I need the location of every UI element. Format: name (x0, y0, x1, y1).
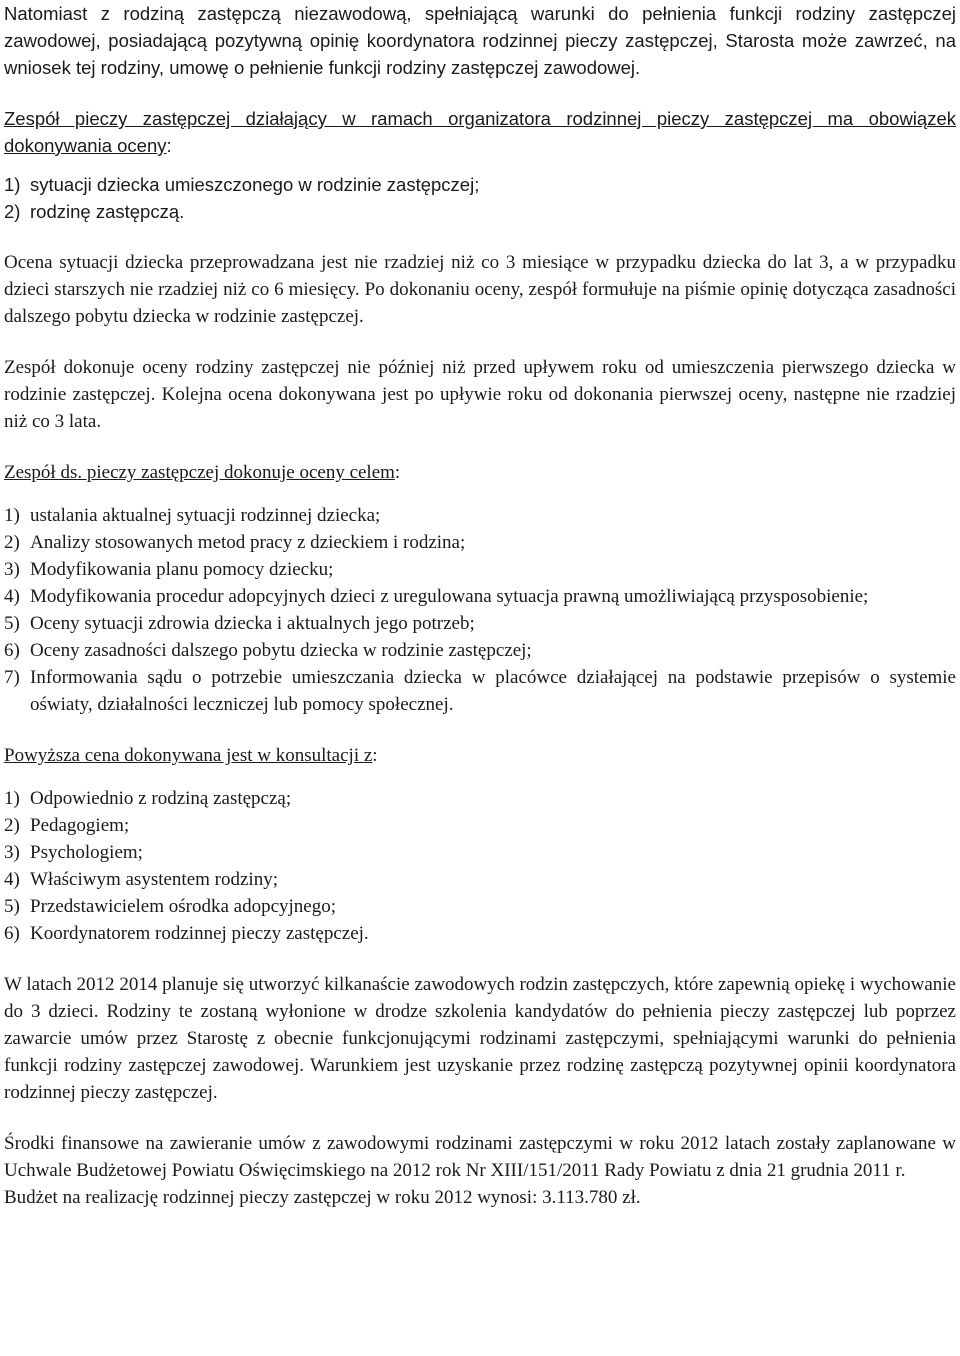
list-item-number: 1) (4, 174, 21, 195)
list-item (4, 171, 956, 198)
list-item-text: Właściwym asystentem rodziny; (30, 869, 278, 890)
list-consultants (4, 785, 956, 947)
team-duty-colon: : (166, 135, 172, 156)
list-item (4, 637, 956, 664)
list-item-text: Modyfikowania procedur adopcyjnych dzieci z uregulowana sytuacja prawną umożliwiającą przysposobienie; (30, 586, 869, 607)
list-item (4, 583, 956, 610)
consultation-colon: : (372, 745, 378, 766)
list-item-text: Oceny sytuacji zdrowia dziecka i aktualnych jego potrzeb; (30, 613, 475, 634)
paragraph-budget: Budżet na realizację rodzinnej pieczy zastępczej w roku 2012 wynosi: 3.113.780 zł. (4, 1187, 641, 1208)
list-item-number: 1) (4, 788, 20, 809)
list-item-text: sytuacji dziecka umieszczonego w rodzinie zastępczej; (30, 174, 480, 195)
list-item-number: 5) (4, 896, 20, 917)
paragraph-team-duty (4, 105, 956, 159)
list-item-number: 6) (4, 923, 20, 944)
paragraph-intro: Natomiast z rodziną zastępczą niezawodową, spełniającą warunki do pełnienia funkcji rodziny zastępczej zawodowej, posiadającą pozytywną opinię koordynatora rodzinnej pieczy zastępczej, Starosta może zawrzeć, na wniosek tej rodziny, umowę o pełnienie funkcji rodziny zastępczej zawodowej. (4, 3, 956, 78)
assessment-opinion-text: Po dokonaniu oceny, zespół formułuje na piśmie opinię dotycząca zasadności dalszego pobytu dziecka w rodzinie zastępczej. (4, 279, 956, 327)
assessment-purpose-colon: : (394, 462, 401, 483)
list-item-text: ustalania aktualnej sytuacji rodzinnej dziecka; (30, 505, 381, 526)
list-item-number: 6) (4, 640, 20, 661)
team-duty-heading: Zespół pieczy zastępczej działający w ramach organizatora rodzinnej pieczy zastępczej ma obowiązek dokonywania oceny (4, 108, 956, 156)
list-item-number: 3) (4, 842, 20, 863)
list-item (4, 893, 956, 920)
list-item-number: 4) (4, 869, 20, 890)
list-item (4, 529, 956, 556)
paragraph-family-assessment: Zespół dokonuje oceny rodziny zastępczej nie później niż przed upływem roku od umieszczenia pierwszego dziecka w rodzinie zastępczej. Kolejna ocena dokonywana jest po upływie roku od dokonania pierwszej oceny, następne nie rzadziej niż co 3 lata. (4, 357, 956, 432)
list-item-text: Modyfikowania planu pomocy dziecku; (30, 559, 334, 580)
list-item-text: Pedagogiem; (30, 815, 130, 836)
list-item (4, 610, 956, 637)
list-item-number: 2) (4, 532, 20, 553)
list-item (4, 198, 956, 225)
list-item-number: 7) (4, 667, 20, 688)
list-assessment-subjects (4, 171, 956, 225)
assessment-frequency-text: Ocena sytuacji dziecka przeprowadzana jest nie rzadziej niż co 3 miesiące w przypadku dziecka do lat 3, a w przypadku dzieci starszych nie rzadziej niż co 6 miesięcy. (4, 252, 956, 300)
list-item (4, 839, 956, 866)
list-item (4, 812, 956, 839)
paragraph-assessment-purpose (4, 459, 956, 486)
list-item-text: Oceny zasadności dalszego pobytu dziecka w rodzinie zastępczej; (30, 640, 532, 661)
list-item-text: rodzinę zastępczą. (30, 201, 185, 222)
list-item-text: Przedstawicielem ośrodka adopcyjnego; (30, 896, 337, 917)
paragraph-plans-2012-2014: W latach 2012 2014 planuje się utworzyć kilkanaście zawodowych rodzin zastępczych, które zapewnią opiekę i wychowanie do 3 dzieci. Rodziny te zostaną wyłonione w drodze szkolenia kandydatów do pełnienia pieczy zastępczej lub poprzez zawarcie umów przez Starostę z obecnie funkcjonującymi rodzinami zastępczymi, spełniającymi warunki do pełnienia funkcji rodziny zastępczej zawodowej. Warunkiem jest uzyskanie przez rodzinę zastępczą pozytywnej opinii koordynatora rodzinnej pieczy zastępczej. (4, 974, 956, 1103)
list-item-text: Odpowiednio z rodziną zastępczą; (30, 788, 292, 809)
list-item-number: 4) (4, 586, 20, 607)
list-item-text: Psychologiem; (30, 842, 143, 863)
assessment-purpose-heading: Zespół ds. pieczy zastępczej dokonuje oceny celem (4, 462, 395, 483)
list-item (4, 664, 956, 718)
list-item-number: 2) (4, 815, 20, 836)
list-item-number: 1) (4, 505, 20, 526)
list-item (4, 866, 956, 893)
list-assessment-purposes (4, 502, 956, 718)
list-item-text: Koordynatorem rodzinnej pieczy zastępczej. (30, 923, 369, 944)
list-item (4, 502, 956, 529)
list-item-text: Informowania sądu o potrzebie umieszczania dziecka w placówce działającej na podstawie przepisów o systemie oświaty, działalności leczniczej lub pomocy społecznej. (30, 667, 956, 715)
list-item (4, 556, 956, 583)
list-item (4, 785, 956, 812)
list-item-number: 2) (4, 201, 21, 222)
consultation-heading: Powyższa cena dokonywana jest w konsultacji z (4, 745, 373, 766)
list-item-number: 5) (4, 613, 20, 634)
list-item-number: 3) (4, 559, 20, 580)
paragraph-assessment-frequency (4, 249, 956, 330)
paragraph-financing: Środki finansowe na zawieranie umów z zawodowymi rodzinami zastępczymi w roku 2012 latach zostały zaplanowane w Uchwale Budżetowej Powiatu Oświęcimskiego na 2012 rok Nr XIII/151/2011 Rady Powiatu z dnia 21 grudnia 2011 r. (4, 1133, 956, 1181)
paragraph-consultation (4, 742, 956, 769)
list-item (4, 920, 956, 947)
list-item-text: Analizy stosowanych metod pracy z dzieckiem i rodzina; (30, 532, 466, 553)
